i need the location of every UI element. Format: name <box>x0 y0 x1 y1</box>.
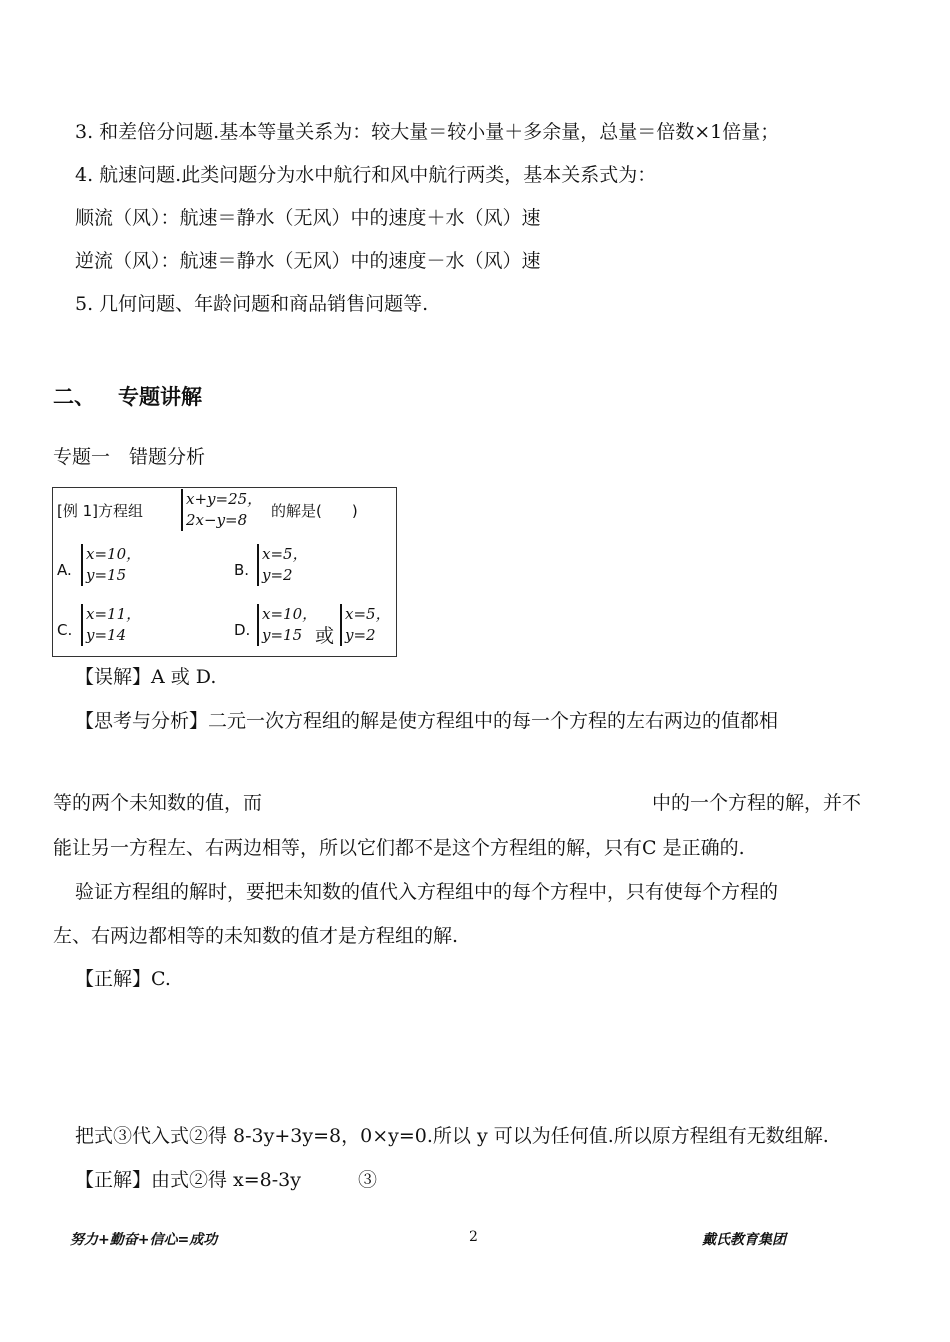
system-eq-2: 2x−y=8 <box>186 511 248 529</box>
verify-line-1: 验证方程组的解时，要把未知数的值代入方程组中的每个方程中，只有使每个方程的 <box>75 881 779 903</box>
footer-org: 戴氏教育集团 <box>702 1232 786 1248</box>
wrong-answer: 【误解】A 或 D. <box>75 666 217 688</box>
option-a-line-1: x=10， <box>86 545 142 563</box>
option-c-line-2: y=14 <box>86 626 127 644</box>
substitution-line: 把式③代入式②得 8-3y+3y=8，0×y=0.所以 y 可以为任何值.所以原方程组有无数组解. <box>75 1125 829 1147</box>
option-d-letter: D. <box>234 621 251 639</box>
correct-answer-2: 【正解】由式②得 x=8-3y ③ <box>75 1169 378 1191</box>
analysis-line-2a: 等的两个未知数的值，而 <box>53 792 263 814</box>
intro-line-upstream: 逆流（风）：航速＝静水（无风）中的速度－水（风）速 <box>75 250 541 272</box>
option-c-line-1: x=11， <box>86 605 142 623</box>
intro-line-3: 3. 和差倍分问题.基本等量关系为：较大量＝较小量＋多余量，总量＝倍数×1倍量； <box>75 121 780 143</box>
intro-line-4: 4. 航速问题.此类问题分为水中航行和风中航行两类，基本关系式为： <box>75 164 657 186</box>
option-d <box>257 604 317 646</box>
option-d-line-1: x=10， <box>262 605 318 623</box>
page-number: 2 <box>469 1229 478 1245</box>
option-d-line-2: y=15 <box>262 626 303 644</box>
option-c-letter: C. <box>57 621 73 639</box>
section-subtitle: 专题一 错题分析 <box>53 446 206 468</box>
correct-answer: 【正解】C. <box>75 968 171 990</box>
intro-line-downstream: 顺流（风）：航速＝静水（无风）中的速度＋水（风）速 <box>75 207 541 229</box>
option-b-line-2: y=2 <box>262 566 293 584</box>
option-a-line-2: y=15 <box>86 566 127 584</box>
section-number: 二、 <box>53 385 95 409</box>
verify-line-2: 左、右两边都相等的未知数的值才是方程组的解. <box>53 925 459 947</box>
system-eq-1: x+y=25， <box>186 490 263 508</box>
option-d-extra-line-1: x=5， <box>345 605 391 623</box>
option-b-letter: B. <box>234 561 250 579</box>
option-d-extra-line-2: y=2 <box>345 626 376 644</box>
option-d-extra <box>340 604 391 646</box>
analysis-line-2b: 中的一个方程的解，并不 <box>652 792 862 814</box>
option-d-or: 或 <box>315 625 335 647</box>
analysis-line-1: 【思考与分析】二元一次方程组的解是使方程组中的每一个方程的左右两边的值都相 <box>75 710 779 732</box>
example-box <box>52 487 397 657</box>
example-label: [例 1]方程组 <box>57 502 144 520</box>
option-c <box>81 604 141 646</box>
footer-motto: 努力+勤奋+信心=成功 <box>70 1232 218 1248</box>
section-title: 专题讲解 <box>118 385 202 409</box>
option-b-line-1: x=5， <box>262 545 308 563</box>
example-question-tail: 的解是( ) <box>271 502 358 520</box>
intro-line-5: 5. 几何问题、年龄问题和商品销售问题等. <box>75 293 429 315</box>
analysis-line-3: 能让另一方程左、右两边相等，所以它们都不是这个方程组的解，只有C 是正确的. <box>53 837 745 859</box>
option-a-letter: A. <box>57 561 72 579</box>
option-b <box>257 544 308 586</box>
option-a <box>81 544 141 586</box>
example-system <box>181 489 262 531</box>
